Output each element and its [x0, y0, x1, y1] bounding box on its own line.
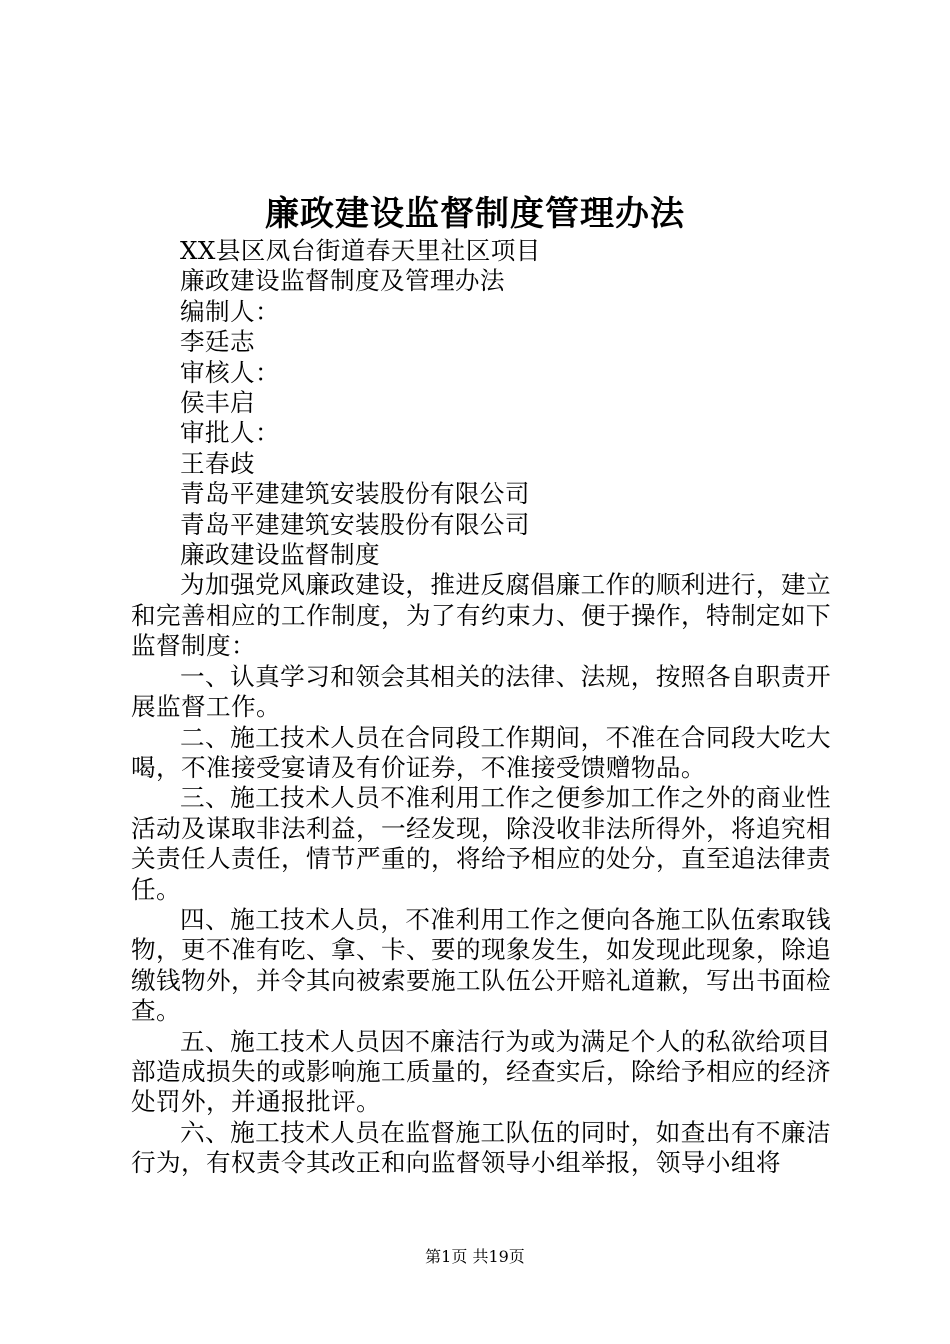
body-paragraph: 为加强党风廉政建设，推进反腐倡廉工作的顺利进行，建立和完善相应的工作制度，为了有约束力、便于操作，特制定如下监督制度：: [131, 570, 831, 661]
header-line: 审批人：: [180, 418, 280, 448]
document-body: [131, 236, 831, 1179]
header-line: XX县区凤台街道春天里社区项目: [180, 236, 541, 265]
header-line: 青岛平建建筑安装股份有限公司: [180, 479, 530, 509]
body-paragraph: 一、认真学习和领会其相关的法律、法规，按照各自职责开展监督工作。: [131, 661, 831, 722]
header-line: 编制人：: [180, 296, 280, 326]
header-line: 廉政建设监督制度: [180, 540, 380, 570]
body-paragraph: 二、施工技术人员在合同段工作期间，不准在合同段大吃大喝，不准接受宴请及有价证券，不准接受馈赠物品。: [131, 722, 831, 782]
header-line: 审核人：: [180, 357, 280, 387]
page-number-footer: 第1页 共19页: [425, 1247, 525, 1266]
body-paragraph: 六、施工技术人员在监督施工队伍的同时，如查出有不廉洁行为，有权责令其改正和向监督领导小组举报，领导小组将: [131, 1117, 831, 1178]
body-paragraph: 三、施工技术人员不准利用工作之便参加工作之外的商业性活动及谋取非法利益，一经发现，除没收非法所得外，将追究相关责任人责任，情节严重的，将给予相应的处分，直至追法律责任。: [131, 783, 831, 904]
header-line: 王春歧: [180, 448, 255, 478]
header-line: 廉政建设监督制度及管理办法: [180, 266, 505, 296]
header-line: 青岛平建建筑安装股份有限公司: [180, 509, 530, 539]
body-paragraph: 四、施工技术人员，不准利用工作之便向各施工队伍索取钱物，更不准有吃、拿、卡、要的现象发生，如发现此现象，除追缴钱物外，并令其向被索要施工队伍公开赔礼道歉，写出书面检查。: [131, 904, 831, 1026]
document-title: 廉政建设监督制度管理办法: [265, 194, 685, 234]
body-paragraph: 五、施工技术人员因不廉洁行为或为满足个人的私欲给项目部造成损失的或影响施工质量的，经查实后，除给予相应的经济处罚外，并通报批评。: [131, 1026, 831, 1117]
header-line: 侯丰启: [180, 388, 255, 418]
header-line: 李廷志: [180, 327, 255, 357]
